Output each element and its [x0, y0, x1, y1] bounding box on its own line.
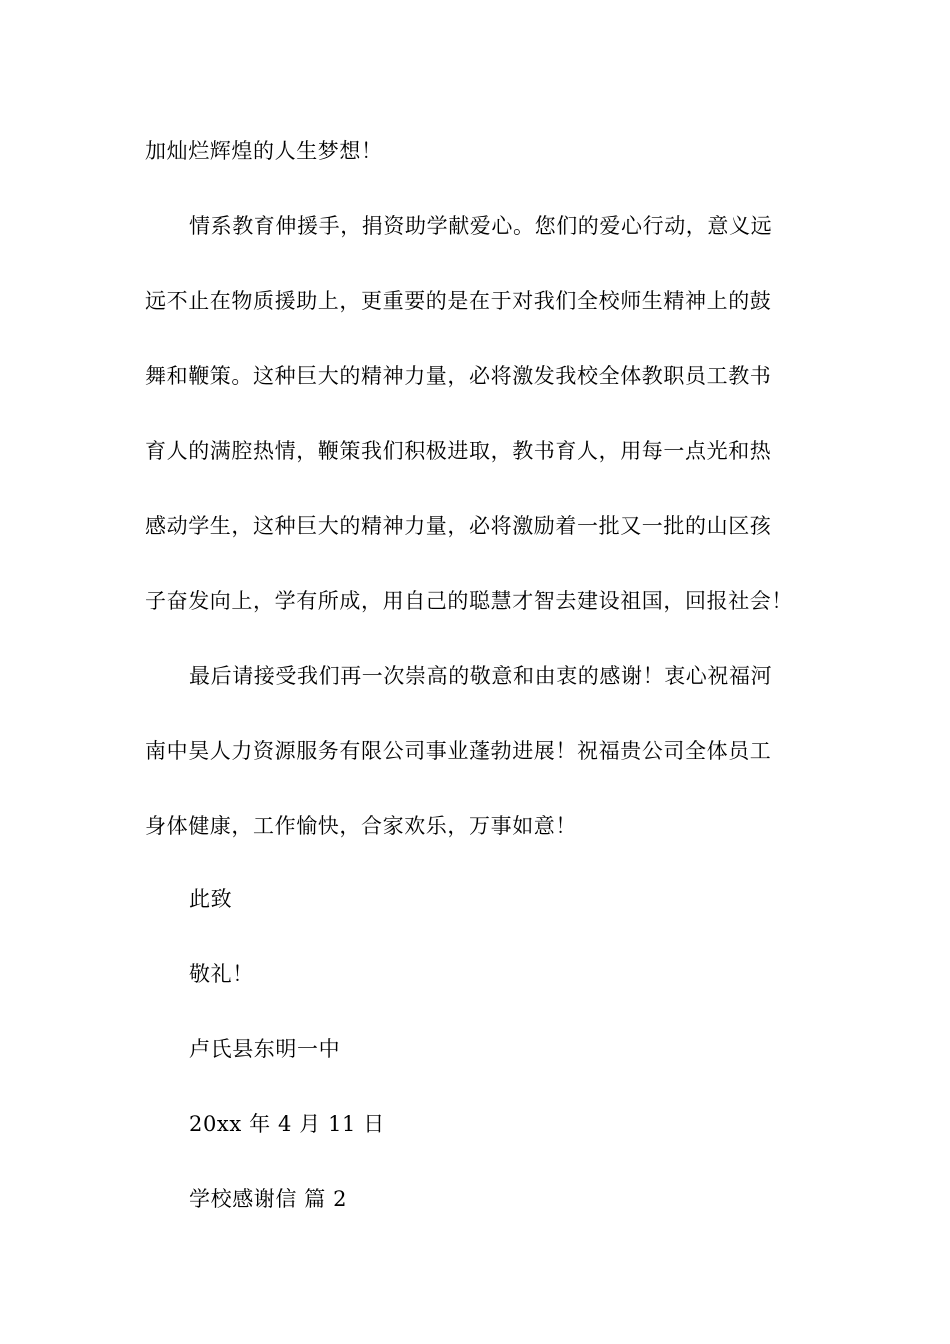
closing-regards: 敬礼！	[189, 962, 254, 986]
text-line: 南中昊人力资源服务有限公司事业蓬勃进展！祝福贵公司全体员工	[145, 739, 772, 763]
text-line: 子奋发向上，学有所成，用自己的聪慧才智去建设祖国，回报社会！	[145, 589, 793, 613]
closing-salutation: 此致	[189, 887, 233, 911]
text-line: 舞和鞭策。这种巨大的精神力量，必将激发我校全体教职员工教书	[145, 364, 772, 388]
text-line: 育人的满腔热情，鞭策我们积极进取，教书育人，用每一点光和热	[145, 439, 772, 463]
section-heading: 学校感谢信 篇 2	[189, 1187, 348, 1211]
paragraph-start-line: 情系教育伸援手，捐资助学献爱心。您们的爱心行动，意义远	[189, 214, 773, 238]
signature-organization: 卢氏县东明一中	[189, 1037, 341, 1061]
signature-date: 20xx 年 4 月 11 日	[189, 1112, 385, 1136]
text-line: 身体健康，工作愉快，合家欢乐，万事如意！	[145, 814, 577, 838]
paragraph-start-line: 最后请接受我们再一次崇高的敬意和由衷的感谢！衷心祝福河	[189, 664, 773, 688]
text-line: 远不止在物质援助上，更重要的是在于对我们全校师生精神上的鼓	[145, 289, 772, 313]
text-line: 加灿烂辉煌的人生梦想！	[145, 139, 383, 163]
text-line: 感动学生，这种巨大的精神力量，必将激励着一批又一批的山区孩	[145, 514, 772, 538]
